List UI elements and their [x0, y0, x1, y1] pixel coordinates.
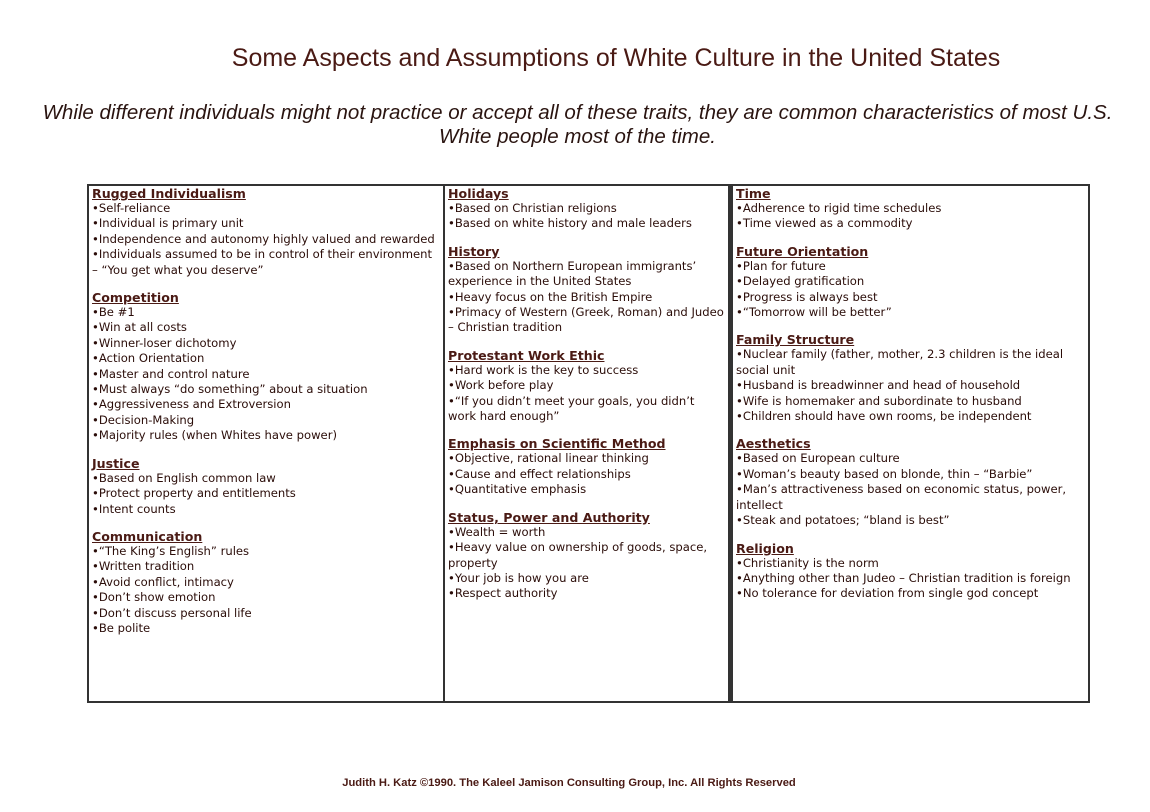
list-item: •Based on English common law: [92, 470, 276, 485]
column-2: [445, 186, 733, 701]
list-item: •Aggressiveness and Extroversion: [92, 397, 291, 412]
list-item: •Objective, rational linear thinking: [448, 451, 649, 466]
section-family-structure: [736, 332, 1085, 424]
list-item: •Hard work is the key to success: [448, 362, 639, 377]
section-heading: Status, Power and Authority: [448, 509, 650, 525]
list-item: •“Tomorrow will be better”: [736, 305, 892, 320]
list-item: •Adherence to rigid time schedules: [736, 201, 942, 215]
list-item: •Time viewed as a commodity: [736, 216, 913, 231]
section-time: [736, 186, 1085, 232]
list-item: •Master and control nature: [92, 366, 250, 381]
section-religion: [736, 541, 1085, 602]
section-future-orientation: [736, 244, 1085, 321]
list-item: •Based on Northern European immigrants’ experience in the United States: [448, 258, 697, 289]
column-1: [89, 186, 445, 701]
list-item: •Individual is primary unit: [92, 216, 244, 231]
list-item: •Steak and potatoes; “bland is best”: [736, 513, 950, 528]
list-item: •Respect authority: [448, 586, 558, 601]
list-item: •Nuclear family (father, mother, 2.3 children is the ideal social unit: [736, 347, 1064, 377]
traits-table: [87, 184, 1090, 703]
list-item: •Based on white history and male leaders: [448, 216, 692, 231]
section-competition: [92, 290, 440, 444]
list-item: •Intent counts: [92, 501, 176, 516]
list-item: •Don’t discuss personal life: [92, 605, 252, 620]
section-protestant-work-ethic: [448, 348, 725, 425]
section-heading: History: [448, 243, 500, 259]
section-holidays: [448, 186, 725, 232]
list-item: •Based on Christian religions: [448, 201, 617, 215]
list-item: •Avoid conflict, intimacy: [92, 574, 234, 589]
copyright-footer: Judith H. Katz ©1990. The Kaleel Jamison Consulting Group, Inc. All Rights Reserved: [342, 777, 796, 789]
list-item: •Action Orientation: [92, 351, 205, 366]
list-item: •Must always “do something” about a situation: [92, 382, 368, 397]
list-item: •Primacy of Western (Greek, Roman) and Judeo – Christian tradition: [448, 305, 724, 335]
section-heading: Justice: [92, 455, 140, 471]
list-item: •Written tradition: [92, 559, 195, 574]
list-item: •Man’s attractiveness based on economic status, power, intellect: [736, 482, 1067, 512]
section-heading: Holidays: [448, 186, 509, 201]
list-item: •Delayed gratification: [736, 274, 865, 289]
list-item: •Protect property and entitlements: [92, 486, 296, 501]
list-item: •“The King’s English” rules: [92, 543, 250, 558]
section-history: [448, 244, 725, 336]
section-heading: Time: [736, 186, 771, 201]
list-item: •No tolerance for deviation from single god concept: [736, 586, 1039, 601]
list-item: •Be #1: [92, 305, 135, 320]
section-communication: [92, 529, 440, 636]
page-title: Some Aspects and Assumptions of White Culture in the United States: [231, 44, 1001, 72]
list-item: •Individuals assumed to be in control of their environment – “You get what you deserve”: [92, 247, 433, 277]
list-item: •Wife is homemaker and subordinate to husband: [736, 393, 1022, 408]
page-subtitle: While different individuals might not practice or accept all of these traits, they are common characteristics of most U.S. White people most of the time.: [42, 101, 1113, 148]
list-item: •Decision-Making: [92, 412, 195, 427]
list-item: •Self-reliance: [92, 201, 171, 215]
list-item: •Majority rules (when Whites have power): [92, 428, 337, 443]
section-rugged-individualism: [92, 186, 440, 278]
list-item: •Children should have own rooms, be independent: [736, 409, 1032, 424]
column-3: [733, 186, 1088, 701]
section-status-power-and-authority: [448, 510, 725, 602]
list-item: •Independence and autonomy highly valued and rewarded: [92, 231, 435, 246]
list-item: •Based on European culture: [736, 451, 900, 466]
list-item: •“If you didn’t meet your goals, you didn’t work hard enough”: [448, 393, 695, 424]
section-heading: Emphasis on Scientific Method: [448, 436, 666, 452]
list-item: •Don’t show emotion: [92, 590, 216, 605]
section-emphasis-on-scientific-method: [448, 436, 725, 497]
list-item: •Heavy focus on the British Empire: [448, 289, 653, 304]
list-item: •Quantitative emphasis: [448, 482, 587, 497]
section-heading: Communication: [92, 528, 203, 544]
list-item: •Anything other than Judeo – Christian tradition is foreign: [736, 570, 1071, 585]
section-heading: Family Structure: [736, 332, 855, 348]
list-item: •Heavy value on ownership of goods, space, property: [448, 540, 708, 570]
list-item: •Winner-loser dichotomy: [92, 335, 237, 350]
section-heading: Competition: [92, 290, 179, 306]
list-item: •Be polite: [92, 620, 151, 635]
section-justice: [92, 456, 440, 517]
list-item: •Woman’s beauty based on blonde, thin – “Barbie”: [736, 466, 1033, 481]
list-item: •Cause and effect relationships: [448, 466, 631, 481]
list-item: •Win at all costs: [92, 320, 187, 335]
list-item: •Wealth = worth: [448, 524, 546, 539]
section-heading: Protestant Work Ethic: [448, 347, 605, 363]
list-item: •Work before play: [448, 378, 554, 393]
list-item: •Husband is breadwinner and head of household: [736, 378, 1021, 393]
section-heading: Religion: [736, 540, 794, 556]
section-heading: Rugged Individualism: [92, 186, 246, 201]
list-item: •Plan for future: [736, 258, 826, 273]
section-aesthetics: [736, 436, 1085, 528]
list-item: •Christianity is the norm: [736, 555, 879, 570]
section-heading: Future Orientation: [736, 243, 869, 259]
list-item: •Your job is how you are: [448, 570, 589, 585]
list-item: •Progress is always best: [736, 289, 878, 304]
section-heading: Aesthetics: [736, 436, 811, 452]
